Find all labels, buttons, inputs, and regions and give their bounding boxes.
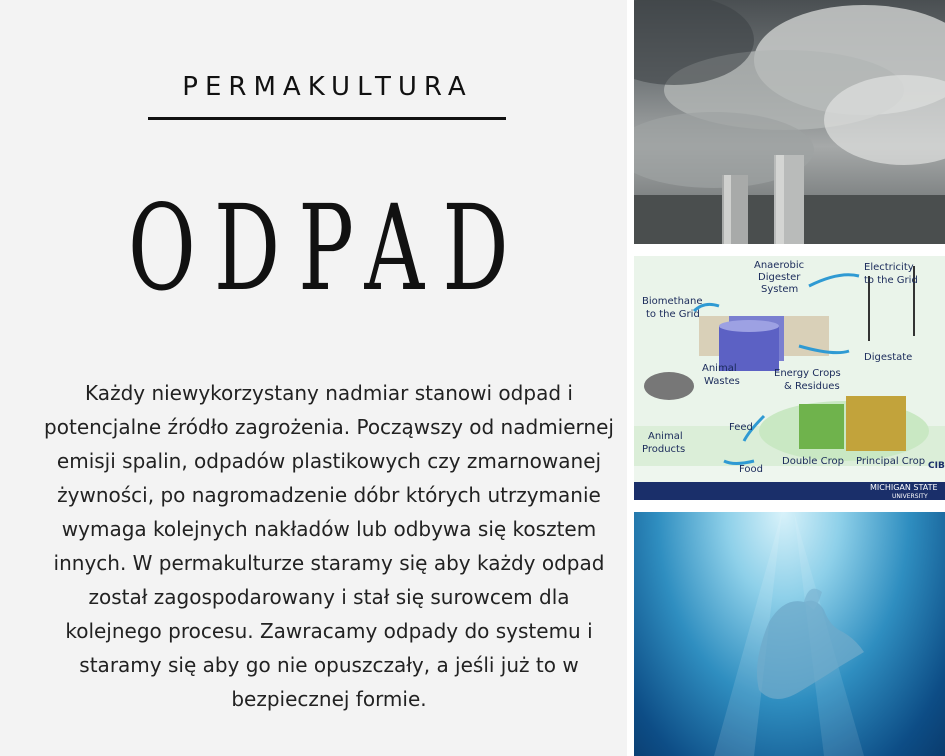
digester-illustration — [634, 256, 945, 500]
body-text: Każdy niewykorzystany nadmiar stanowi odpad i potencjalne źródło zagrożenia. Począwszy od nadmiernej emisji spalin, odpadów plastikowych czy zmarnowanej żywności, po nagromadzenie dóbr których utrzymanie wymaga kolejnych nakładów lub odbywa się kosztem innych. W permakulturze staramy się aby każdy odpad został zagospodarowany i stał się surowcem dla kolejnego procesu. Zawracamy odpady do systemu i staramy się aby go nie opuszczały, a jeśli już to w bezpiecznej formie. — [44, 381, 614, 711]
digester-label-digestate: Digestate — [864, 352, 913, 363]
digester-label-university-1: MICHIGAN STATE — [870, 483, 938, 492]
digester-label-animal-products-2: Products — [642, 444, 686, 455]
digester-label-biomethane: Biomethane — [642, 296, 703, 307]
digester-label-to-grid-2: to the Grid — [646, 309, 700, 320]
kicker-label: PERMAKULTURA — [182, 72, 473, 102]
plastic-bag-image — [634, 512, 945, 756]
page-title: ODPAD — [127, 179, 527, 317]
digester-label-system: System — [761, 284, 799, 295]
digester-label-digester: Digester — [758, 272, 801, 283]
digester-label-residues: & Residues — [784, 381, 840, 392]
smokestack-image — [634, 0, 945, 244]
digester-label-animal: Animal — [702, 363, 737, 374]
digester-label-anaerobic: Anaerobic — [754, 260, 805, 271]
digester-diagram — [634, 256, 945, 500]
digester-label-food: Food — [739, 464, 763, 475]
digester-label-electricity: Electricity — [864, 262, 914, 273]
smokestack-illustration — [634, 0, 945, 244]
digester-label-energy-crops: Energy Crops — [774, 368, 841, 379]
digester-label-feed: Feed — [729, 422, 753, 433]
divider — [148, 117, 506, 120]
digester-label-principal-crop: Principal Crop — [856, 456, 926, 467]
digester-corner-logo: CIB — [928, 461, 945, 471]
digester-label-double-crop: Double Crop — [782, 456, 844, 467]
digester-label-university-2: UNIVERSITY — [892, 493, 928, 500]
digester-label-animal-products-1: Animal — [648, 431, 683, 442]
digester-label-wastes: Wastes — [704, 376, 740, 387]
digester-label-to-grid-1: to the Grid — [864, 275, 918, 286]
plastic-bag-illustration — [634, 512, 945, 756]
